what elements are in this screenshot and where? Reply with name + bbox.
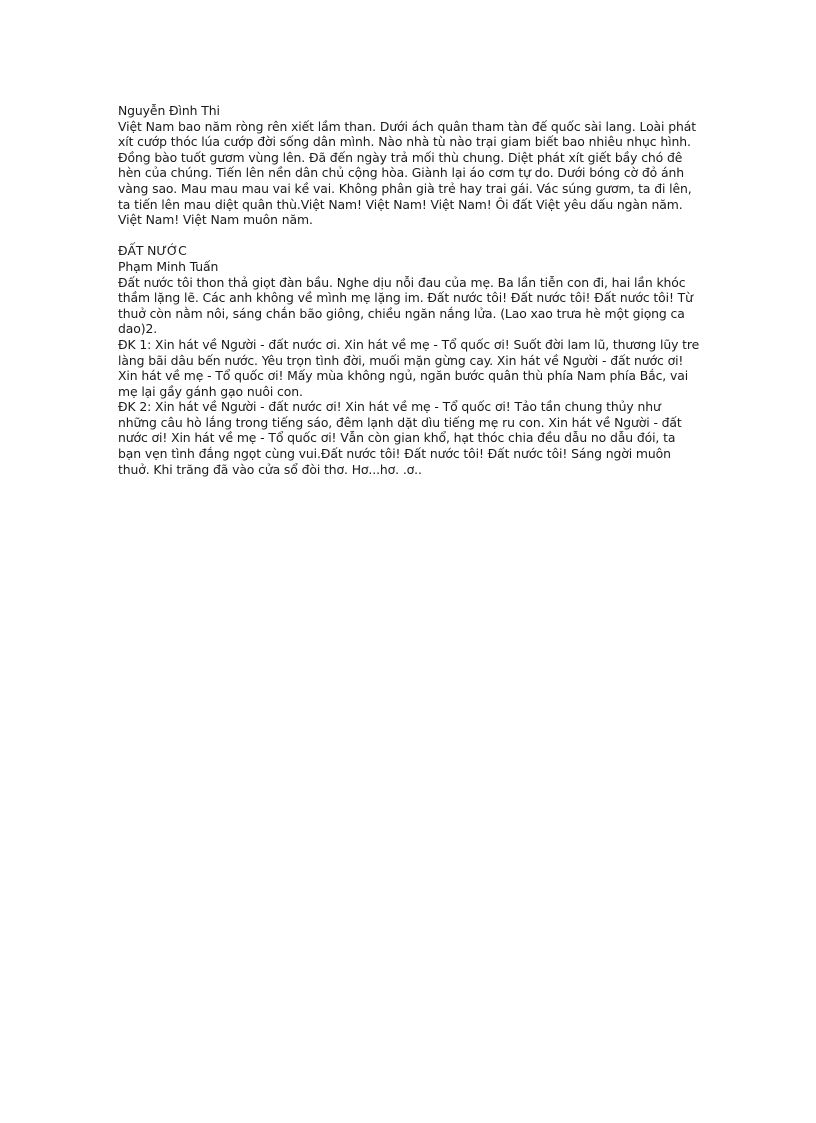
paragraph-gap: [118, 228, 700, 244]
song1-author: Nguyễn Đình Thi: [118, 103, 220, 118]
song2-verse: Đất nước tôi thon thả giọt đàn bầu. Nghe dịu nỗi đau của mẹ. Ba lần tiễn con đi, hai lần khóc thầm lặng lẽ. Các anh không về mình mẹ lặng im. Đất nước tôi! Đất nước tôi! Đất nước tôi! Từ thuở còn nằm nôi, sáng chắn bão giông, chiều ngăn nắng lửa. (Lao xao trưa hè một giọng ca dao)2.: [118, 274, 693, 337]
song2-author: Phạm Minh Tuấn: [118, 258, 219, 274]
document-page: [118, 103, 700, 477]
song2-chorus-1: ĐK 1: Xin hát về Người - đất nước ơi. Xin hát về mẹ - Tổ quốc ơi! Suốt đời lam lũ, thương lũy tre làng bãi dâu bến nước. Yêu trọn tình đời, muối mặn gừng cay. Xin hát về Người - đất nước ơi! Xin hát về mẹ - Tổ quốc ơi! Mấy mùa không ngủ, ngăn bước quân thù phía Nam phía Bắc, vai mẹ lại gầy gánh gạo nuôi con.: [118, 336, 700, 399]
song1-lyrics: Việt Nam bao năm ròng rên xiết lầm than. Dưới ách quân tham tàn đế quốc sài lang. Loài phát xít cướp thóc lúa cướp đời sống dân mình. Nào nhà tù nào trại giam biết bao nhiêu nhục hình. Đồng bào tuốt gươm vùng lên. Đã đến ngày trả mối thù chung. Diệt phát xít giết bầy chó đê hèn của chúng. Tiến lên nền dân chủ cộng hòa. Giành lại áo cơm tự do. Dưới bóng cờ đỏ ánh vàng sao. Mau mau mau vai kề vai. Không phân già trẻ hay trai gái. Vác súng gươm, ta đi lên, ta tiến lên mau diệt quân thù.Việt Nam! Việt Nam! Việt Nam! Ôi đất Việt yêu dấu ngàn năm. Việt Nam! Việt Nam muôn năm.: [118, 118, 696, 228]
song2-title: ĐẤT NƯỚC: [118, 243, 187, 259]
song2-chorus-2: ĐK 2: Xin hát về Người - đất nước ơi! Xin hát về mẹ - Tổ quốc ơi! Tảo tần chung thủy như những câu hò lắng trong tiếng sáo, đêm lạnh dặt dìu tiếng mẹ ru con. Xin hát về Người - đất nước ơi! Xin hát về mẹ - Tổ quốc ơi! Vẫn còn gian khổ, hạt thóc chia đều dẫu no dẫu đói, ta bạn vẹn tình đắng ngọt cùng vui.Đất nước tôi! Đất nước tôi! Đất nước tôi! Sáng ngời muôn thuở. Khi trăng đã vào cửa sổ đòi thơ. Hơ...hơ. .ơ..: [118, 399, 682, 477]
